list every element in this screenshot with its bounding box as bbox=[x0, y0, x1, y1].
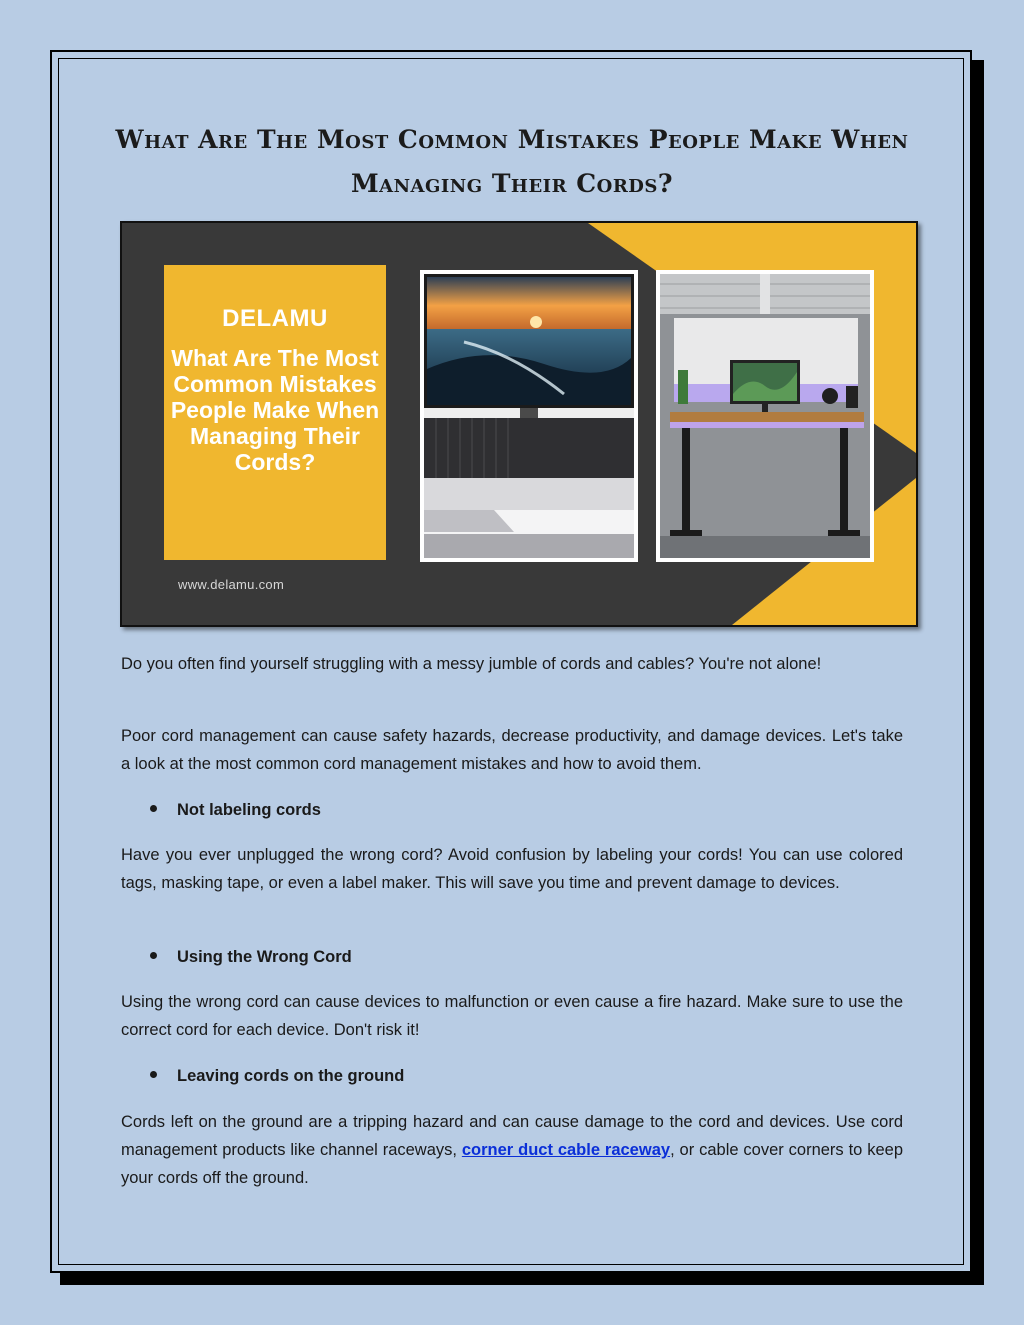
section-heading-text: Not labeling cords bbox=[177, 801, 321, 819]
section-paragraph-cords-on-ground bbox=[121, 1108, 903, 1192]
corner-duct-cable-raceway-link[interactable]: corner duct cable raceway bbox=[461, 1141, 671, 1159]
standing-desk-photo bbox=[656, 270, 874, 562]
banner-headline: What Are The Most Common Mistakes People Make When Managing Their Cords? bbox=[170, 345, 380, 475]
section-heading-cords-on-ground bbox=[150, 1062, 404, 1090]
tv-beach-photo bbox=[420, 270, 638, 562]
section-heading-text: Leaving cords on the ground bbox=[177, 1067, 405, 1085]
bullet-icon bbox=[150, 805, 157, 812]
section-paragraph-not-labeling: Have you ever unplugged the wrong cord? Avoid confusion by labeling your cords! You can use colored tags, masking tape, or even a label maker. This will save you time and prevent damage to devices. bbox=[121, 846, 903, 892]
bullet-icon bbox=[150, 952, 157, 959]
brand-logo-text: DELAMU bbox=[222, 305, 328, 332]
section-paragraph-wrong-cord: Using the wrong cord can cause devices to malfunction or even cause a fire hazard. Make sure to use the correct cord for each device. Don't risk it! bbox=[121, 993, 903, 1039]
section-heading-not-labeling bbox=[150, 796, 321, 824]
hero-banner-image bbox=[120, 221, 918, 627]
section-heading-text: Using the Wrong Cord bbox=[177, 948, 352, 966]
banner-website-url: www.delamu.com bbox=[178, 577, 285, 592]
paragraph-text-after-link: , or cable cover corners to keep your cords off the ground. bbox=[121, 1141, 903, 1187]
section-heading-wrong-cord bbox=[150, 943, 352, 971]
bullet-icon bbox=[150, 1071, 157, 1078]
banner-title-card bbox=[164, 265, 386, 560]
intro-paragraph-1: Do you often find yourself struggling with a messy jumble of cords and cables? You're not alone! bbox=[121, 655, 822, 673]
paragraph-text-before-link: Cords left on the ground are a tripping hazard and can cause damage to the cord and devices. Use cord management products like channel raceways, bbox=[121, 1113, 903, 1159]
intro-paragraph-2: Poor cord management can cause safety hazards, decrease productivity, and damage devices. Let's take a look at the most common cord management mistakes and how to avoid them. bbox=[121, 727, 903, 773]
document-title: What Are The Most Common Mistakes People Make When Managing Their Cords? bbox=[115, 125, 909, 198]
